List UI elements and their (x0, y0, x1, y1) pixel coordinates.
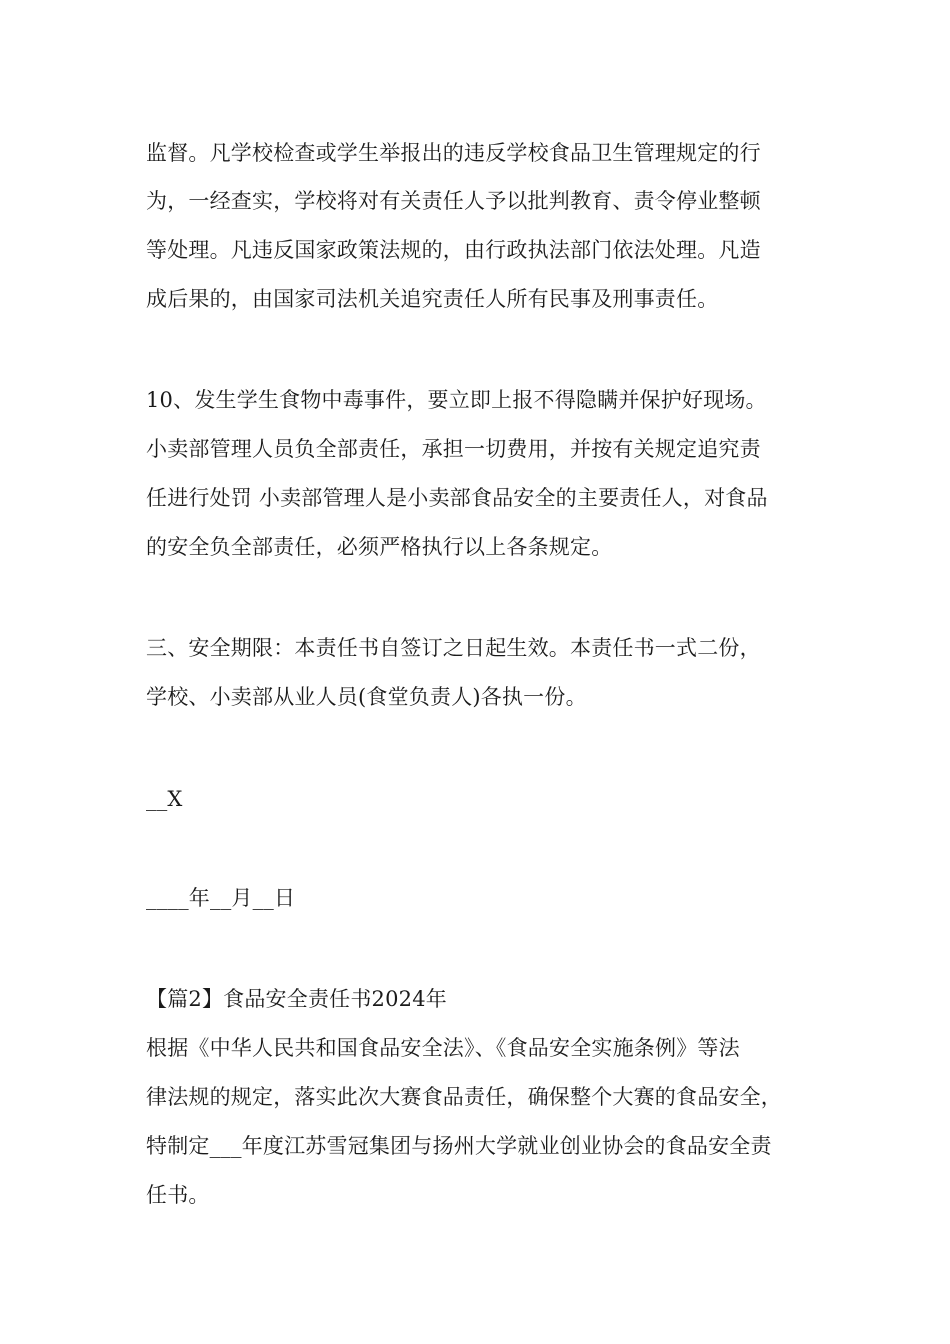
text-line: 律法规的规定，落实此次大赛食品责任，确保整个大赛的食品安全， (146, 1085, 782, 1109)
text-line: 任进行处罚 小卖部管理人是小卖部食品安全的主要责任人，对食品 (146, 486, 768, 510)
text-line: 特制定___年度江苏雪冠集团与扬州大学就业创业协会的食品安全责 (146, 1134, 772, 1158)
text-line: 小卖部管理人员负全部责任，承担一切费用，并按有关规定追究责 (146, 437, 761, 461)
text-line: 监督。凡学校检查或学生举报出的违反学校食品卫生管理规定的行 (146, 141, 761, 165)
signature-name-line: __X (146, 787, 183, 811)
text-line: 10、发生学生食物中毒事件，要立即上报不得隐瞒并保护好现场。 (146, 388, 767, 412)
text-line: 三、安全期限：本责任书自签订之日起生效。本责任书一式二份， (146, 636, 761, 660)
text-line: 任书。 (146, 1183, 210, 1207)
text-line: 学校、小卖部从业人员(食堂负责人)各执一份。 (146, 685, 587, 709)
signature-date-line: ____年__月__日 (146, 886, 296, 910)
text-line: 为，一经查实，学校将对有关责任人予以批判教育、责令停业整顿 (146, 189, 761, 213)
text-line: 根据《中华人民共和国食品安全法》、《食品安全实施条例》等法 (146, 1036, 740, 1060)
text-line: 成后果的，由国家司法机关追究责任人所有民事及刑事责任。 (146, 287, 719, 311)
article-heading: 【篇2】食品安全责任书2024年 (146, 987, 448, 1011)
text-line: 等处理。凡违反国家政策法规的，由行政执法部门依法处理。凡造 (146, 238, 761, 262)
text-line: 的安全负全部责任，必须严格执行以上各条规定。 (146, 535, 613, 559)
